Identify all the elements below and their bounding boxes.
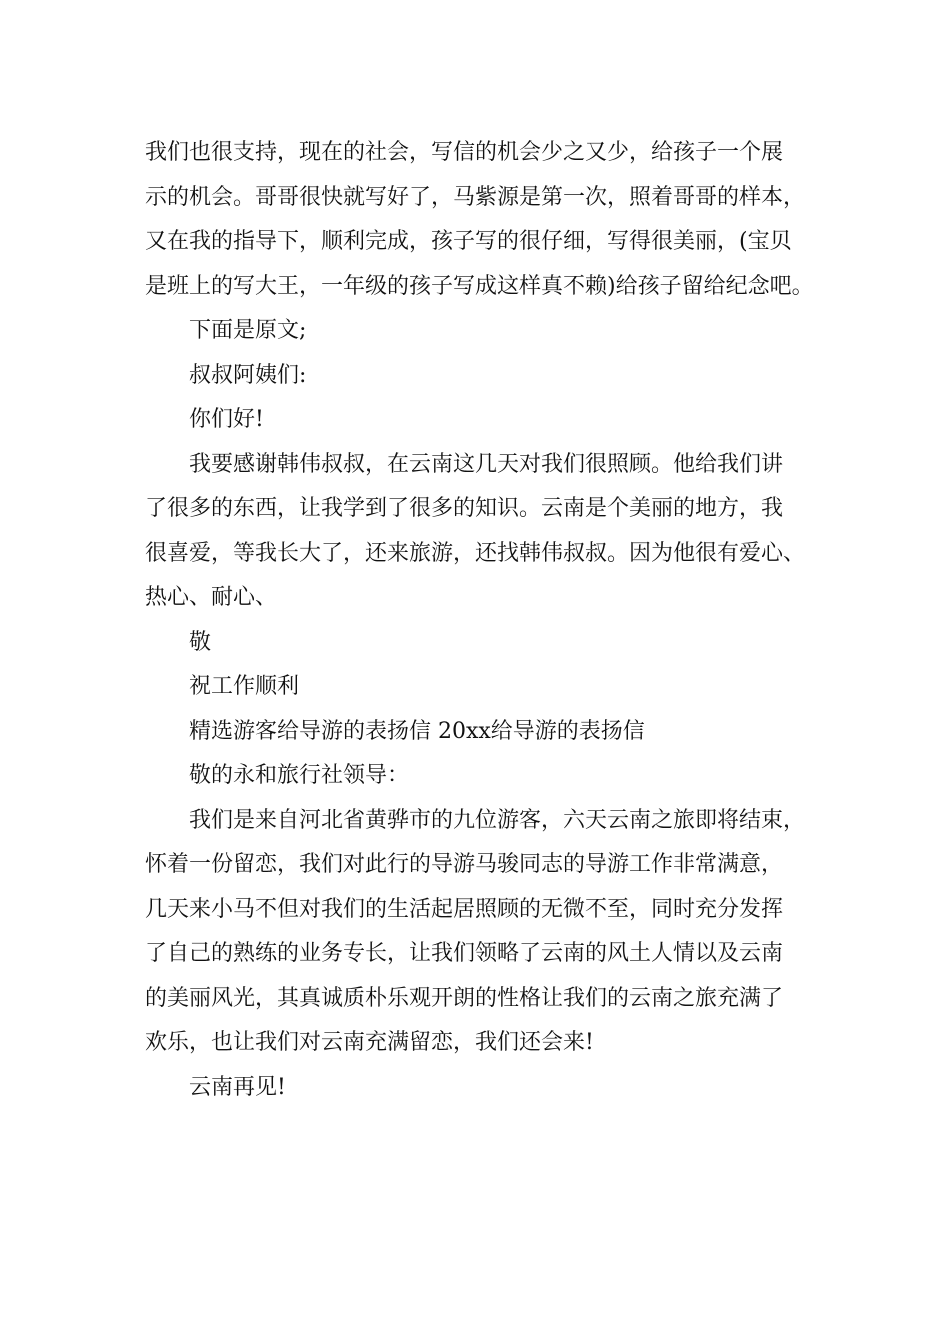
text-line: 我们是来自河北省黄骅市的九位游客，六天云南之旅即将结束， xyxy=(189,807,806,833)
text-line: 热心、耐心、 xyxy=(145,585,278,610)
text-line: 我们也很支持，现在的社会，写信的机会少之又少，给孩子一个展 xyxy=(145,140,784,165)
salutation: 叔叔阿姨们: xyxy=(189,362,307,388)
text-line: 怀着一份留恋，我们对此行的导游马骏同志的导游工作非常满意， xyxy=(145,852,784,877)
text-line: 下面是原文; xyxy=(189,318,307,343)
text-line: 欢乐，也让我们对云南充满留恋，我们还会来! xyxy=(145,1030,594,1055)
section-title: 精选游客给导游的表扬信 20xx给导游的表扬信 xyxy=(189,718,645,744)
text-line: 了自己的熟练的业务专长，让我们领略了云南的风土人情以及云南 xyxy=(145,941,784,966)
document-body xyxy=(145,131,815,1110)
text-line: 几天来小马不但对我们的生活起居照顾的无微不至，同时充分发挥 xyxy=(145,896,784,922)
text-line: 是班上的写大王，一年级的孩子写成这样真不赖)给孩子留给纪念吧。 xyxy=(145,273,814,299)
closing-line: 敬 xyxy=(189,629,212,655)
text-line: 很喜爱，等我长大了，还来旅游，还找韩伟叔叔。因为他很有爱心、 xyxy=(145,540,806,566)
closing-line: 祝工作顺利 xyxy=(189,674,300,699)
greeting: 你们好! xyxy=(189,407,264,432)
text-line: 的美丽风光，其真诚质朴乐观开朗的性格让我们的云南之旅充满了 xyxy=(145,985,784,1011)
closing-line: 云南再见! xyxy=(189,1074,286,1100)
text-line: 我要感谢韩伟叔叔，在云南这几天对我们很照顾。他给我们讲 xyxy=(189,451,784,477)
text-line: 了很多的东西，让我学到了很多的知识。云南是个美丽的地方，我 xyxy=(145,496,784,521)
text-line: 示的机会。哥哥很快就写好了，马紫源是第一次，照着哥哥的样本， xyxy=(145,184,806,210)
salutation: 敬的永和旅行社领导： xyxy=(189,763,410,788)
text-line: 又在我的指导下，顺利完成，孩子写的很仔细，写得很美丽，(宝贝 xyxy=(145,229,792,254)
